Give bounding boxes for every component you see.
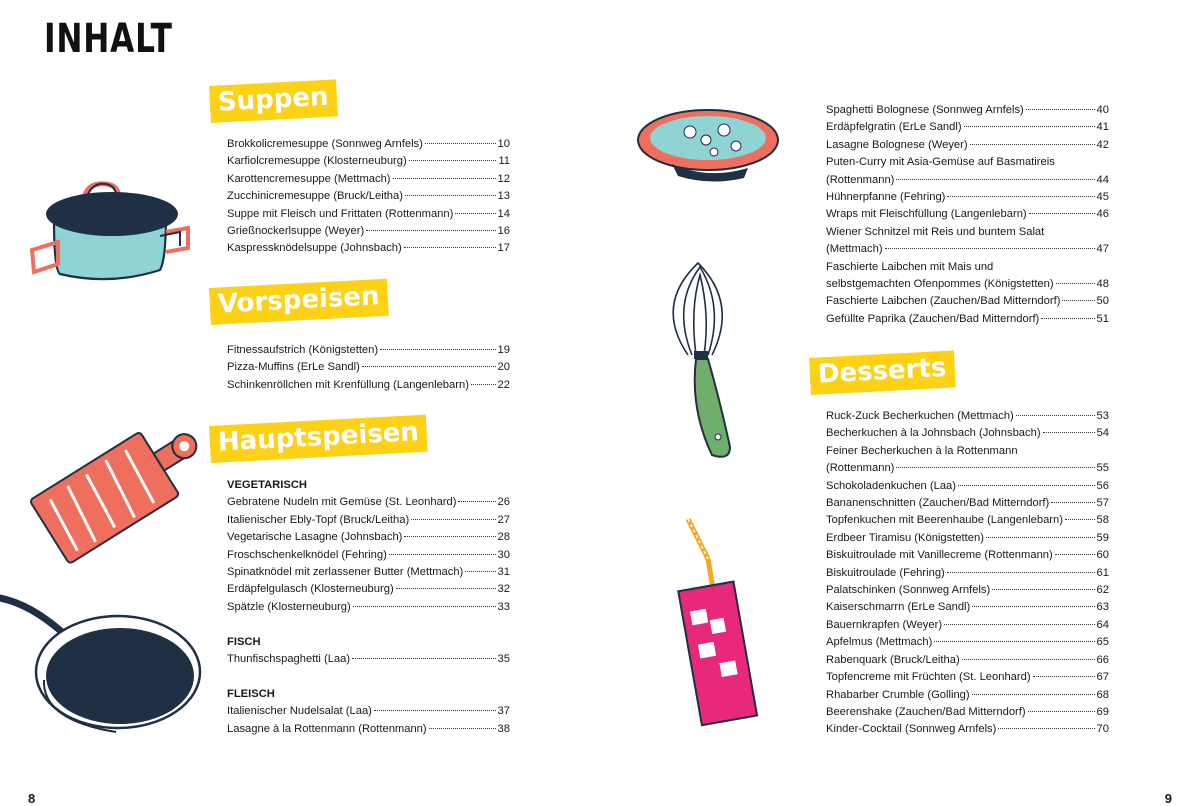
toc-entry-title: Topfenkuchen mit Beerenhaube (Langenlebarn) (826, 514, 1063, 527)
toc-entry-page: 10 (497, 138, 510, 150)
toc-entry (227, 342, 510, 359)
toc-entry (227, 223, 510, 240)
toc-entry-title: Schinkenröllchen mit Krenfüllung (Langenlebarn) (227, 378, 469, 391)
toc-entry (826, 495, 1109, 512)
toc-entry-page: 26 (497, 496, 510, 509)
toc-entry-title: Topfencreme mit Früchten (St. Leonhard) (826, 671, 1031, 684)
toc-entry (826, 599, 1109, 616)
dot-leader (404, 247, 496, 248)
dot-leader (1026, 109, 1095, 110)
toc-entry-page: 45 (1096, 191, 1109, 204)
toc-entry (826, 425, 1109, 442)
dot-leader (896, 467, 1094, 468)
dot-leader (947, 572, 1095, 573)
toc-entry-title: Zucchinicremesuppe (Bruck/Leitha) (227, 190, 403, 203)
toc-entry-page: 53 (1096, 410, 1109, 422)
dot-leader (1016, 415, 1095, 416)
toc-entry (826, 189, 1109, 206)
toc-entry-title: Grießnockerlsuppe (Weyer) (227, 225, 365, 238)
toc-entry-title: Wraps mit Fleischfüllung (Langenlebarn) (826, 208, 1027, 221)
toc-entry-page: 28 (497, 531, 510, 544)
toc-entry-page: 16 (497, 225, 510, 238)
section-heading-vorspeisen: Vorspeisen (209, 279, 388, 325)
toc-entry (826, 547, 1109, 564)
toc-entry-page: 60 (1096, 549, 1109, 562)
toc-entry-title: Kaspressknödelsuppe (Johnsbach) (227, 242, 402, 255)
toc-entry-page: 32 (497, 583, 510, 596)
subheading-vegetarisch: VEGETARISCH (227, 479, 307, 491)
dot-leader (380, 349, 495, 350)
toc-entry-title: Biskuitroulade mit Vanillecreme (Rottenmann) (826, 549, 1053, 562)
dot-leader (405, 195, 496, 196)
toc-entry-page: 12 (497, 172, 510, 185)
toc-entry-page: 56 (1096, 479, 1109, 492)
toc-entry (826, 460, 1109, 477)
toc-entry-title: Gebratene Nudeln mit Gemüse (St. Leonhard) (227, 496, 457, 509)
dot-leader (411, 519, 495, 520)
toc-entry-title: Froschschenkelknödel (Fehring) (227, 548, 387, 561)
dot-leader (964, 126, 1095, 127)
toc-entry (826, 119, 1109, 136)
dot-leader (970, 144, 1095, 145)
dot-leader (352, 658, 495, 659)
toc-entry-page: 50 (1096, 295, 1109, 308)
dot-leader (1033, 676, 1095, 677)
toc-entry (227, 359, 510, 376)
toc-entry (826, 530, 1109, 547)
dot-leader (986, 537, 1095, 538)
toc-entry (227, 581, 510, 598)
toc-entry (227, 136, 510, 153)
dot-leader (972, 606, 1094, 607)
toc-entry-title: Schokoladenkuchen (Laa) (826, 479, 956, 492)
bowl-icon (632, 100, 782, 190)
toc-entry (227, 529, 510, 546)
toc-entry (826, 704, 1109, 721)
toc-entry-title: (Mettmach) (826, 243, 883, 256)
toc-entry-page: 47 (1096, 243, 1109, 256)
toc-entry-page: 11 (498, 155, 510, 168)
dot-leader (393, 178, 496, 179)
toc-entry-page: 66 (1096, 653, 1109, 666)
toc-entry (826, 276, 1109, 293)
toc-entry (826, 293, 1109, 310)
toc-list-fleisch (227, 703, 510, 738)
toc-entry-title: Brokkolicremesuppe (Sonnweg Arnfels) (227, 138, 423, 150)
toc-entry-title: (Rottenmann) (826, 173, 895, 186)
toc-entry-page: 54 (1096, 427, 1109, 440)
toc-entry-title: selbstgemachten Ofenpommes (Königstetten) (826, 278, 1054, 291)
toc-entry-page: 41 (1096, 121, 1109, 134)
dot-leader (374, 710, 496, 711)
toc-entry-page: 62 (1096, 584, 1109, 597)
section-heading-desserts: Desserts (809, 350, 955, 394)
dot-leader (972, 694, 1095, 695)
toc-entry-title: Feiner Becherkuchen à la Rottenmann (826, 444, 1018, 457)
dot-leader (1056, 283, 1095, 284)
toc-entry-title: Gefüllte Paprika (Zauchen/Bad Mitterndorf) (826, 312, 1040, 325)
toc-entry-title: Apfelmus (Mettmach) (826, 636, 933, 649)
toc-hauptspeisen-block (227, 477, 510, 738)
toc-entry (826, 478, 1109, 495)
toc-entry-title: Biskuitroulade (Fehring) (826, 566, 945, 579)
toc-entry-title: Becherkuchen à la Johnsbach (Johnsbach) (826, 427, 1041, 440)
dot-leader (404, 536, 495, 537)
dot-leader (1029, 213, 1095, 214)
toc-entry (826, 617, 1109, 634)
toc-entry-page: 35 (497, 653, 510, 666)
toc-entry-title: Puten-Curry mit Asia-Gemüse auf Basmatireis (826, 156, 1055, 169)
toc-entry-title: Karfiolcremesuppe (Klosterneuburg) (227, 155, 407, 168)
toc-entry-page: 37 (497, 705, 510, 718)
toc-entry (227, 206, 510, 223)
dot-leader (947, 196, 1094, 197)
toc-entry-page: 20 (497, 361, 510, 374)
toc-entry-title: Bananenschnitten (Zauchen/Bad Mitterndorf) (826, 497, 1050, 510)
frying-pan-icon (0, 590, 205, 740)
dot-leader (366, 230, 495, 231)
toc-entry-title: Erdäpfelgulasch (Klosterneuburg) (227, 583, 394, 596)
toc-entry-page: 48 (1096, 278, 1109, 291)
toc-entry-page: 30 (497, 548, 510, 561)
toc-entry-page: 51 (1096, 312, 1109, 325)
dot-leader (409, 160, 497, 161)
toc-entry-page: 27 (497, 513, 510, 526)
toc-entry (826, 241, 1109, 258)
subheading-fisch: FISCH (227, 635, 261, 648)
toc-entry-title: Spinatknödel mit zerlassener Butter (Mettmach) (227, 566, 464, 579)
dot-leader (1043, 432, 1095, 433)
toc-entry-title: Pizza-Muffins (ErLe Sandl) (227, 361, 360, 374)
toc-entry-title: Thunfischspaghetti (Laa) (227, 653, 351, 666)
page-number-left: 8 (28, 791, 36, 806)
toc-entry-title: Hühnerpfanne (Fehring) (826, 191, 946, 204)
toc-entry-title: Lasagne à la Rottenmann (Rottenmann) (227, 722, 427, 735)
toc-entry (227, 188, 510, 205)
juice-box-icon (660, 515, 780, 730)
toc-entry-page: 67 (1096, 671, 1109, 684)
toc-entry-title: Erdäpfelgratin (ErLe Sandl) (826, 121, 962, 134)
dot-leader (455, 213, 495, 214)
toc-entry (227, 651, 510, 668)
toc-entry-title: Palatschinken (Sonnweg Arnfels) (826, 584, 991, 597)
toc-entry (227, 703, 510, 720)
toc-entry (227, 721, 510, 738)
toc-entry-title: Ruck-Zuck Becherkuchen (Mettmach) (826, 410, 1014, 422)
toc-entry (227, 377, 510, 394)
toc-entry-title: Suppe mit Fleisch und Frittaten (Rottenmann) (227, 207, 454, 220)
dot-leader (944, 624, 1094, 625)
dot-leader (885, 248, 1095, 249)
toc-entry-page: 55 (1096, 462, 1109, 475)
whisk-icon (652, 255, 752, 465)
dot-leader (465, 571, 495, 572)
dot-leader (962, 659, 1095, 660)
toc-entry-page: 69 (1096, 705, 1109, 718)
cooking-pot-icon (24, 170, 199, 285)
toc-entry (826, 311, 1109, 328)
toc-entry (227, 564, 510, 581)
toc-entry-page: 42 (1096, 138, 1109, 151)
toc-entry (826, 565, 1109, 582)
toc-entry-title: Italienischer Nudelsalat (Laa) (227, 705, 372, 718)
dot-leader (396, 588, 496, 589)
dot-leader (471, 384, 496, 385)
toc-entry-title: Vegetarische Lasagne (Johnsbach) (227, 531, 403, 544)
dot-leader (934, 641, 1094, 642)
toc-entry-title: Kaiserschmarrn (ErLe Sandl) (826, 601, 971, 614)
dot-leader (896, 179, 1094, 180)
toc-entry (826, 582, 1109, 599)
toc-list-hauptspeisen-continued (826, 102, 1109, 328)
dot-leader (958, 485, 1095, 486)
toc-entry (227, 171, 510, 188)
toc-entry-page: 44 (1096, 173, 1109, 186)
toc-entry-title: Faschierte Laibchen (Zauchen/Bad Mitterndorf) (826, 295, 1061, 308)
toc-entry-page: 17 (497, 242, 510, 255)
toc-list-suppen (227, 136, 510, 258)
toc-entry-page: 70 (1096, 723, 1109, 736)
toc-entry (826, 669, 1109, 686)
dot-leader (1055, 554, 1095, 555)
dot-leader (458, 501, 495, 502)
toc-entry (227, 547, 510, 564)
toc-entry-page: 68 (1096, 688, 1109, 701)
toc-entry (826, 652, 1109, 669)
toc-entry (227, 599, 510, 616)
toc-entry (826, 408, 1109, 425)
toc-list-vegetarisch (227, 494, 510, 616)
toc-list-vorspeisen (227, 342, 510, 394)
toc-entry-page: 31 (497, 566, 510, 579)
dot-leader (1065, 519, 1095, 520)
dot-leader (1062, 300, 1094, 301)
toc-entry (826, 102, 1109, 119)
toc-entry-title: Lasagne Bolognese (Weyer) (826, 138, 968, 151)
dot-leader (998, 728, 1094, 729)
toc-entry-title: Rabenquark (Bruck/Leitha) (826, 653, 960, 666)
toc-entry (227, 494, 510, 511)
toc-entry-title: Spaghetti Bolognese (Sonnweg Arnfels) (826, 104, 1024, 116)
dot-leader (389, 554, 496, 555)
toc-entry-page: 46 (1096, 208, 1109, 221)
toc-entry (826, 687, 1109, 704)
toc-entry-page: 61 (1096, 566, 1109, 579)
toc-entry-title: Bauernkrapfen (Weyer) (826, 618, 943, 631)
toc-entry-page: 57 (1096, 497, 1109, 510)
subheading-fleisch: FLEISCH (227, 687, 275, 700)
page-title: INHALT (44, 16, 173, 62)
toc-entry-title: (Rottenmann) (826, 462, 895, 475)
toc-entry-page: 13 (497, 190, 510, 203)
section-heading-hauptspeisen: Hauptspeisen (209, 415, 428, 463)
toc-entry (826, 172, 1109, 189)
toc-entry-title: Erdbeer Tiramisu (Königstetten) (826, 531, 984, 544)
toc-entry-page: 33 (497, 600, 510, 613)
toc-entry-title: Kinder-Cocktail (Sonnweg Arnfels) (826, 723, 997, 736)
toc-entry (826, 137, 1109, 154)
toc-entry-page: 40 (1096, 104, 1109, 116)
toc-entry (227, 240, 510, 257)
dot-leader (1028, 711, 1095, 712)
toc-entry-title: Rhabarber Crumble (Golling) (826, 688, 970, 701)
toc-list-desserts (826, 408, 1109, 739)
page-number-right: 9 (1164, 791, 1172, 806)
cutting-board-icon (18, 395, 198, 545)
toc-entry-page: 22 (497, 378, 510, 391)
toc-entry-title: Italienischer Ebly-Topf (Bruck/Leitha) (227, 513, 410, 526)
toc-entry-title: Spätzle (Klosterneuburg) (227, 600, 351, 613)
toc-entry (826, 634, 1109, 651)
toc-entry (826, 721, 1109, 738)
dot-leader (362, 366, 496, 367)
toc-entry-page: 59 (1096, 531, 1109, 544)
toc-entry-page: 38 (497, 722, 510, 735)
toc-entry (227, 153, 510, 170)
dot-leader (1051, 502, 1094, 503)
toc-entry-page: 65 (1096, 636, 1109, 649)
toc-entry-page: 14 (497, 207, 510, 220)
dot-leader (992, 589, 1094, 590)
toc-entry-title: Wiener Schnitzel mit Reis und buntem Salat (826, 225, 1045, 238)
dot-leader (429, 728, 496, 729)
toc-entry-page: 19 (497, 344, 510, 356)
section-heading-suppen: Suppen (209, 79, 337, 122)
toc-entry (826, 206, 1109, 223)
toc-entry-page: 64 (1096, 618, 1109, 631)
toc-entry-page: 63 (1096, 601, 1109, 614)
dot-leader (425, 143, 496, 144)
toc-list-fisch (227, 651, 510, 668)
dot-leader (353, 606, 496, 607)
toc-entry-title: Faschierte Laibchen mit Mais und (826, 260, 994, 273)
toc-entry-title: Karottencremesuppe (Mettmach) (227, 172, 391, 185)
toc-entry-page: 58 (1096, 514, 1109, 527)
toc-entry-title: Beerenshake (Zauchen/Bad Mitterndorf) (826, 705, 1026, 718)
toc-entry (227, 512, 510, 529)
toc-entry-title: Fitnessaufstrich (Königstetten) (227, 344, 379, 356)
dot-leader (1041, 318, 1094, 319)
toc-entry (826, 512, 1109, 529)
